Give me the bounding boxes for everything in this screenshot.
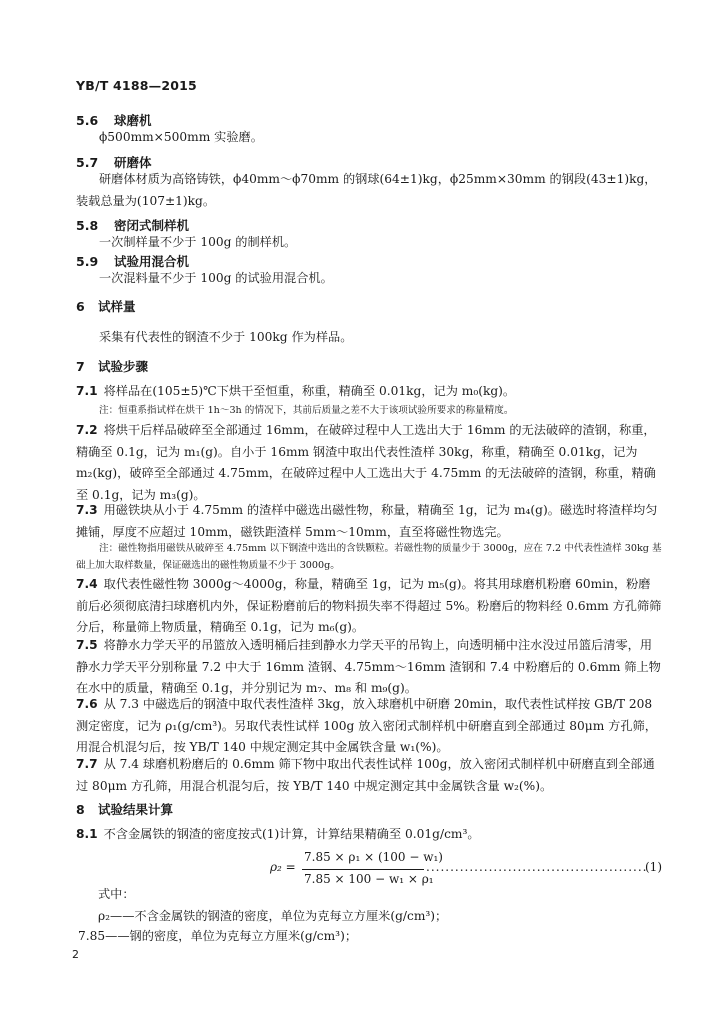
clause-number: 7.6 [76, 697, 98, 711]
standard-header: YB/T 4188—2015 [76, 78, 197, 93]
heading-number: 5.8 [76, 218, 99, 233]
clause-8-1 [76, 824, 662, 846]
heading-title: 试验用混合机 [114, 254, 190, 269]
clause-number: 7.2 [76, 423, 98, 437]
note-7-1: 注：恒重系指试样在烘干 1h～3h 的情况下，其前后质量之差不大于该项试验所要求的称量精度。 [99, 405, 514, 416]
formula-numerator: 7.85 × ρ₁ × (100 − w₁) [304, 850, 443, 864]
clause-number: 7.3 [76, 503, 98, 517]
heading-number: 5.7 [76, 155, 99, 170]
heading-title: 密闭式制样机 [114, 218, 190, 233]
heading-title: 试样量 [98, 299, 136, 314]
paragraph-5-8: 一次制样量不少于 100g 的制样机。 [99, 235, 297, 249]
heading-title: 球磨机 [114, 113, 152, 128]
clause-number: 7.1 [76, 384, 98, 398]
heading-number: 6 [76, 299, 85, 314]
clause-number: 7.5 [76, 638, 98, 652]
clause-7-2 [76, 420, 662, 506]
heading-8 [76, 800, 662, 818]
clause-text: 用磁铁块从小于 4.75mm 的渣样中磁选出磁性物，称量，精确至 1g，记为 m₄(g)。磁选时将渣样均匀摊铺，厚度不应超过 10mm，磁铁距渣样 5mm～10mm，直至将磁性物选完。 [76, 503, 658, 539]
where-label: 式中： [98, 887, 135, 901]
heading-number: 5.9 [76, 254, 99, 269]
clause-number: 7.4 [76, 577, 98, 591]
paragraph-5-9: 一次混料量不少于 100g 的试验用混合机。 [99, 271, 333, 285]
heading-title: 试验结果计算 [98, 802, 174, 817]
definition-rho2: ρ₂——不含金属铁的钢渣的密度，单位为克每立方厘米(g/cm³)； [98, 909, 448, 923]
note-7-3: 注：磁性物指用磁铁从破碎至 4.75mm 以下钢渣中选出的含铁颗粒。若磁性物的质量少于 3000g，应在 7.2 中代表性渣样 30kg 基础上加大取样数量，保证磁选出的磁性物质量不少于 3000g。 [76, 543, 662, 571]
paragraph-5-6: ϕ500mm×500mm 实验磨。 [99, 130, 263, 144]
clause-text: 取代表性磁性物 3000g～4000g，称量，精确至 1g，记为 m₅(g)。将其用球磨机粉磨 60min，粉磨前后必须彻底清扫球磨机内外，保证粉磨前后的物料损失率不得超过 5%。粉磨后的物料经 0.6mm 方孔筛筛分后，称量筛上物质量，精确至 0.1g，记为 m₆(g)。 [76, 577, 662, 634]
clause-7-4 [76, 574, 662, 639]
heading-number: 8 [76, 802, 85, 817]
formula-denominator: 7.85 × 100 − w₁ × ρ₁ [304, 872, 434, 886]
clause-text: 从 7.3 中磁选后的钢渣中取代表性渣样 3kg，放入球磨机中研磨 20min，取代表性试样按 GB/T 208 测定密度，记为 ρ₁(g/cm³)。另取代表性试样 100g 放入密闭式制样机中研磨直到全部通过 80μm 方孔筛，用混合机混匀后，按 YB/T 140 中规定测定其中金属铁含量 w₁(%)。 [76, 697, 657, 754]
formula-leader-dots: .............................................. [426, 860, 648, 874]
heading-number: 5.6 [76, 113, 99, 128]
clause-text: 将烘干后样品破碎至全部通过 16mm，在破碎过程中人工选出大于 16mm 的无法破碎的渣钢，称重，精确至 0.1g，记为 m₁(g)。自小于 16mm 钢渣中取出代表性渣样 30kg，称重，精确至 0.01kg，记为 m₂(kg)，破碎至全部通过 4.75mm，在破碎过程中人工选出大于 4.75mm 的无法破碎的渣钢，称重，精确至 0.1g，记为 m₃(g)。 [76, 423, 656, 502]
clause-7-7 [76, 754, 662, 797]
formula-lhs: ρ₂ = [270, 860, 296, 874]
formula-1 [270, 850, 662, 886]
heading-6 [76, 297, 662, 315]
heading-number: 7 [76, 359, 85, 374]
equation-number: (1) [645, 860, 662, 874]
clause-text: 将静水力学天平的吊篮放入透明桶后挂到静水力学天平的吊钩上，向透明桶中注水没过吊篮后清零，用静水力学天平分别称量 7.2 中大于 16mm 渣钢、4.75mm～16mm 渣钢和 7.4 中粉磨后的 0.6mm 筛上物在水中的质量，精确至 0.1g，并分别记为 m₇、m₈ 和 m₉(g)。 [76, 638, 661, 695]
page-number: 2 [72, 948, 79, 961]
fraction-bar [302, 869, 424, 870]
clause-text: 从 7.4 球磨机粉磨后的 0.6mm 筛下物中取出代表性试样 100g，放入密闭式制样机中研磨直到全部通过 80μm 方孔筛，用混合机混匀后，按 YB/T 140 中规定测定其中金属铁含量 w₂(%)。 [76, 757, 655, 793]
clause-number: 8.1 [76, 827, 98, 841]
paragraph-5-7: 研磨体材质为高铬铸铁，ϕ40mm～ϕ70mm 的钢球(64±1)kg，ϕ25mm×30mm 的钢段(43±1)kg，装载总量为(107±1)kg。 [76, 172, 657, 208]
clause-7-1 [76, 381, 662, 403]
definition-steel-density: 7.85——钢的密度，单位为克每立方厘米(g/cm³)； [78, 929, 358, 943]
clause-text: 将样品在(105±5)℃下烘干至恒重，称重，精确至 0.01kg，记为 m₀(kg)。 [103, 384, 516, 398]
clause-7-5 [76, 635, 662, 700]
paragraph-6: 采集有代表性的钢渣不少于 100kg 作为样品。 [99, 330, 353, 344]
heading-7 [76, 357, 662, 375]
heading-title: 试验步骤 [98, 359, 149, 374]
clause-7-6 [76, 694, 662, 759]
heading-title: 研磨体 [114, 155, 152, 170]
clause-text: 不含金属铁的钢渣的密度按式(1)计算，计算结果精确至 0.01g/cm³。 [103, 827, 480, 841]
clause-7-3 [76, 500, 662, 543]
clause-number: 7.7 [76, 757, 98, 771]
